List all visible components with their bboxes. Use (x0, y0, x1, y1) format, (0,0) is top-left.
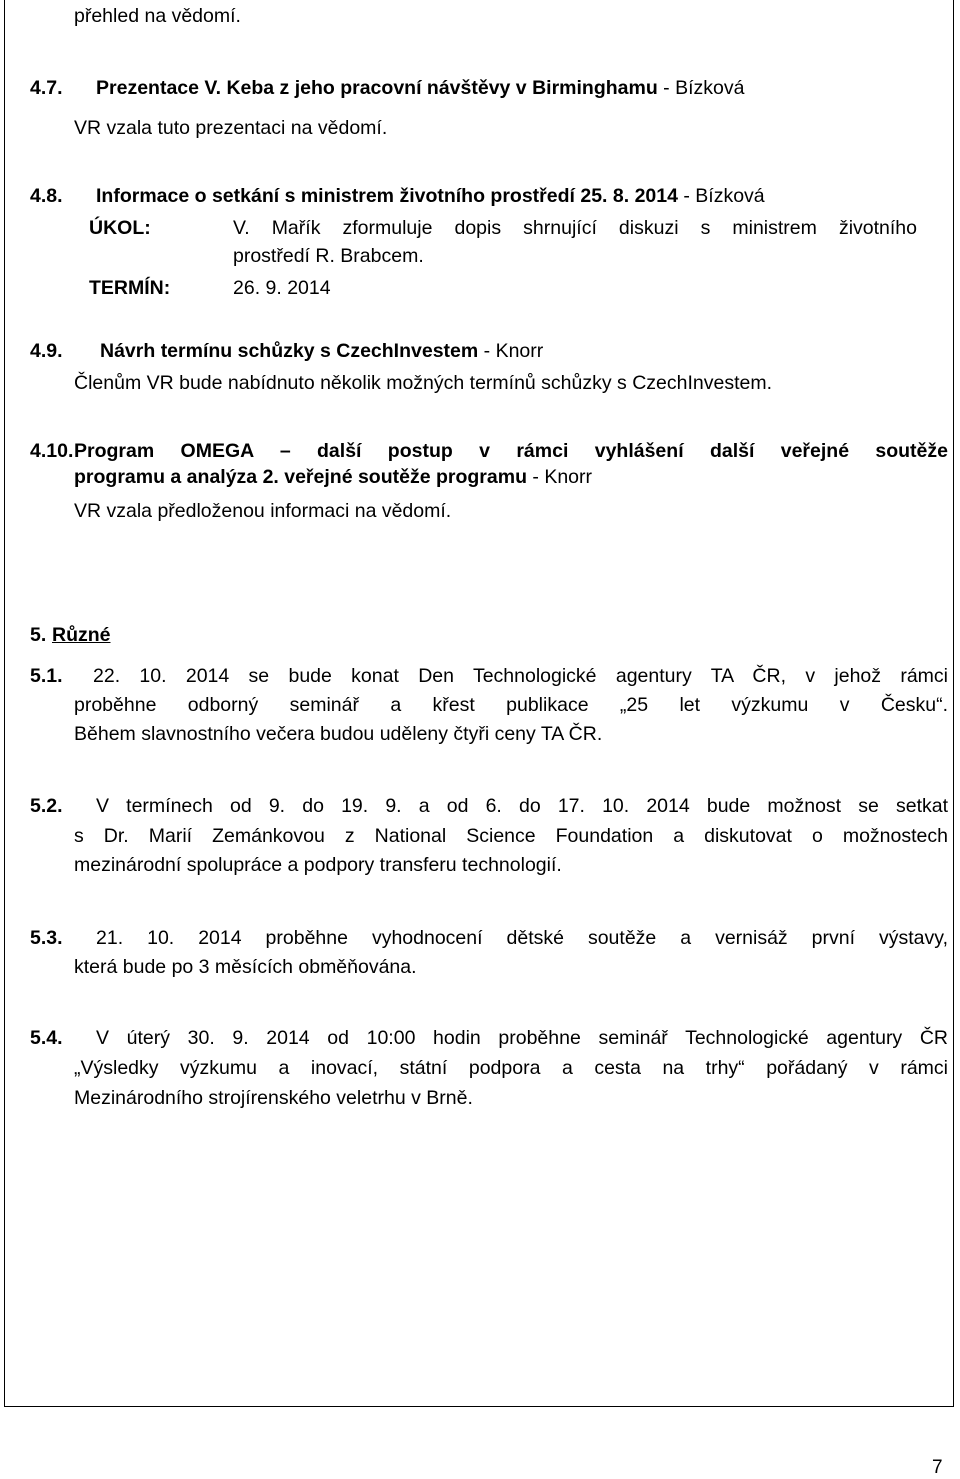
task-text-line-2: prostředí R. Brabcem. (233, 245, 424, 267)
item-4-8-title: Informace o setkání s ministrem životního prostředí 25. 8. 2014 (96, 185, 678, 207)
item-5-4-line-2: „Výsledky výzkumu a inovací, státní podpora a cesta na trhy“ pořádaný v rámci (74, 1057, 948, 1079)
item-5-2-line-1: V termínech od 9. do 19. 9. a od 6. do 17. 10. 2014 bude možnost se setkat (96, 795, 948, 817)
item-4-8-presenter: - Bízková (677, 185, 765, 207)
item-4-9-heading (100, 337, 543, 366)
deadline-label: TERMÍN: (89, 277, 171, 299)
item-4-10-heading-line-2 (74, 463, 592, 492)
task-text-line-1: V. Mařík zformuluje dopis shrnující diskuzi s ministrem životního (233, 217, 917, 239)
item-5-1-line-2: proběhne odborný seminář a křest publikace „25 let výzkumu v Česku“. (74, 694, 948, 716)
item-4-9-body: Členům VR bude nabídnuto několik možných termínů schůzky s CzechInvestem. (74, 372, 773, 394)
item-4-7-number: 4.7. (30, 77, 63, 99)
item-4-9-number: 4.9. (30, 340, 63, 362)
item-5-1-line-1: 22. 10. 2014 se bude konat Den Technologické agentury TA ČR, v jehož rámci (93, 665, 948, 687)
section-5-number: 5. (30, 624, 47, 646)
item-5-3-line-1: 21. 10. 2014 proběhne vyhodnocení dětské soutěže a vernisáž první výstavy, (96, 927, 948, 949)
item-4-10-title-line-1: Program OMEGA – další postup v rámci vyhlášení další veřejné soutěže (74, 440, 948, 462)
item-5-4-line-3: Mezinárodního strojírenského veletrhu v Brně. (74, 1087, 473, 1109)
item-5-3-line-2: která bude po 3 měsících obměňována. (74, 956, 417, 978)
item-4-7-body: VR vzala tuto prezentaci na vědomí. (74, 117, 388, 139)
item-4-8-number: 4.8. (30, 185, 63, 207)
item-5-4-line-1: V úterý 30. 9. 2014 od 10:00 hodin proběhne seminář Technologické agentury ČR (96, 1027, 948, 1049)
task-label: ÚKOL: (89, 217, 151, 239)
section-5-title: Různé (52, 624, 111, 646)
item-4-10-body: VR vzala předloženou informaci na vědomí. (74, 500, 452, 522)
item-4-10-title-line-2: programu a analýza 2. veřejné soutěže programu (74, 466, 527, 488)
item-4-9-presenter: - Knorr (478, 340, 544, 362)
intro-line: přehled na vědomí. (74, 5, 241, 27)
item-4-7-heading (96, 74, 744, 103)
item-4-9-title: Návrh termínu schůzky s CzechInvestem (100, 340, 479, 362)
item-4-8-heading (96, 182, 765, 211)
item-4-10-presenter: - Knorr (527, 466, 593, 488)
item-4-7-presenter: - Bízková (657, 77, 745, 99)
item-5-1-line-3: Během slavnostního večera budou uděleny čtyři ceny TA ČR. (74, 723, 603, 745)
page-number: 7 (932, 1457, 943, 1478)
item-5-1-number: 5.1. (30, 665, 63, 687)
item-5-2-number: 5.2. (30, 795, 63, 817)
item-5-2-line-3: mezinárodní spolupráce a podpory transferu technologií. (74, 854, 562, 876)
item-5-2-line-2: s Dr. Marií Zemánkovou z National Science Foundation a diskutovat o možnostech (74, 825, 948, 847)
item-5-3-number: 5.3. (30, 927, 63, 949)
item-4-7-title: Prezentace V. Keba z jeho pracovní návštěvy v Birminghamu (96, 77, 658, 99)
item-4-10-number: 4.10. (30, 440, 74, 462)
deadline-value: 26. 9. 2014 (233, 277, 331, 299)
item-5-4-number: 5.4. (30, 1027, 63, 1049)
